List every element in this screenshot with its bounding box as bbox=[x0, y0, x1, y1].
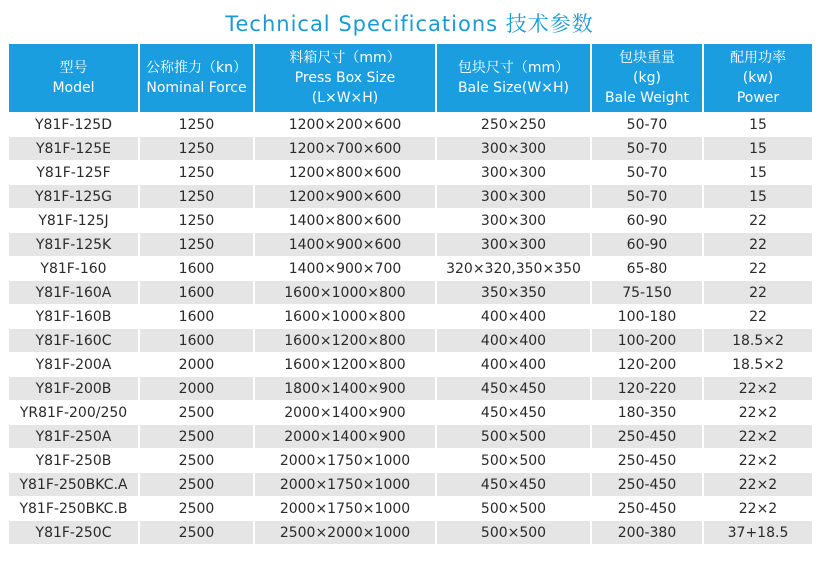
cell-model: Y81F-160C bbox=[9, 329, 138, 352]
cell-bale-weight: 120-220 bbox=[592, 377, 702, 400]
cell-press-box-size: 1600×1200×800 bbox=[255, 353, 435, 376]
page-title: Technical Specifications 技术参数 bbox=[225, 12, 594, 36]
header-row bbox=[9, 44, 812, 112]
cell-bale-weight: 120-200 bbox=[592, 353, 702, 376]
header-line: 包块尺寸（mm） bbox=[457, 60, 570, 76]
cell-bale-size: 500×500 bbox=[437, 449, 590, 472]
table-row bbox=[9, 353, 812, 376]
cell-press-box-size: 1400×900×600 bbox=[255, 233, 435, 256]
cell-nominal-force: 1600 bbox=[140, 329, 253, 352]
cell-press-box-size: 1400×800×600 bbox=[255, 209, 435, 232]
table-row bbox=[9, 449, 812, 472]
table-row bbox=[9, 305, 812, 328]
cell-nominal-force: 2000 bbox=[140, 353, 253, 376]
cell-press-box-size: 1600×1200×800 bbox=[255, 329, 435, 352]
cell-power: 18.5×2 bbox=[704, 353, 812, 376]
cell-nominal-force: 2500 bbox=[140, 521, 253, 544]
cell-model: Y81F-125J bbox=[9, 209, 138, 232]
cell-press-box-size: 1200×800×600 bbox=[255, 161, 435, 184]
cell-bale-weight: 75-150 bbox=[592, 281, 702, 304]
cell-bale-weight: 60-90 bbox=[592, 209, 702, 232]
header-line: 公称推力（kn） bbox=[146, 60, 247, 76]
header-line: Bale Size(W×H) bbox=[458, 80, 569, 96]
cell-bale-size: 450×450 bbox=[437, 377, 590, 400]
cell-bale-weight: 60-90 bbox=[592, 233, 702, 256]
cell-press-box-size: 1200×700×600 bbox=[255, 137, 435, 160]
cell-press-box-size: 2000×1750×1000 bbox=[255, 473, 435, 496]
cell-model: Y81F-200A bbox=[9, 353, 138, 376]
table-row bbox=[9, 401, 812, 424]
cell-nominal-force: 2500 bbox=[140, 449, 253, 472]
header-press-box-size bbox=[255, 44, 435, 112]
cell-press-box-size: 2500×2000×1000 bbox=[255, 521, 435, 544]
cell-power: 22×2 bbox=[704, 473, 812, 496]
cell-press-box-size: 2000×1750×1000 bbox=[255, 449, 435, 472]
cell-bale-size: 250×250 bbox=[437, 113, 590, 136]
cell-model: Y81F-160B bbox=[9, 305, 138, 328]
cell-bale-weight: 250-450 bbox=[592, 473, 702, 496]
cell-nominal-force: 2500 bbox=[140, 473, 253, 496]
cell-nominal-force: 1250 bbox=[140, 113, 253, 136]
cell-nominal-force: 1250 bbox=[140, 233, 253, 256]
cell-press-box-size: 1800×1400×900 bbox=[255, 377, 435, 400]
cell-bale-weight: 250-450 bbox=[592, 449, 702, 472]
cell-model: Y81F-125D bbox=[9, 113, 138, 136]
cell-model: Y81F-125E bbox=[9, 137, 138, 160]
cell-press-box-size: 1200×200×600 bbox=[255, 113, 435, 136]
table-row bbox=[9, 185, 812, 208]
cell-power: 22×2 bbox=[704, 425, 812, 448]
cell-nominal-force: 2500 bbox=[140, 425, 253, 448]
cell-power: 22×2 bbox=[704, 449, 812, 472]
table-row bbox=[9, 257, 812, 280]
cell-model: Y81F-125G bbox=[9, 185, 138, 208]
spec-table bbox=[7, 43, 814, 545]
header-bale-weight bbox=[592, 44, 702, 112]
cell-nominal-force: 1600 bbox=[140, 257, 253, 280]
table-row bbox=[9, 233, 812, 256]
cell-bale-size: 300×300 bbox=[437, 137, 590, 160]
cell-bale-weight: 50-70 bbox=[592, 137, 702, 160]
cell-model: Y81F-125K bbox=[9, 233, 138, 256]
cell-nominal-force: 2500 bbox=[140, 497, 253, 520]
header-line: 料箱尺寸（mm） bbox=[289, 50, 401, 66]
header-model bbox=[9, 44, 138, 112]
header-line: 配用功率 bbox=[730, 50, 786, 66]
table-row bbox=[9, 137, 812, 160]
cell-bale-weight: 200-380 bbox=[592, 521, 702, 544]
cell-bale-size: 300×300 bbox=[437, 209, 590, 232]
cell-bale-size: 500×500 bbox=[437, 425, 590, 448]
cell-bale-size: 450×450 bbox=[437, 401, 590, 424]
cell-power: 22×2 bbox=[704, 377, 812, 400]
cell-bale-size: 320×320,350×350 bbox=[437, 257, 590, 280]
cell-power: 22 bbox=[704, 209, 812, 232]
cell-model: Y81F-250BKC.A bbox=[9, 473, 138, 496]
cell-bale-size: 450×450 bbox=[437, 473, 590, 496]
table-row bbox=[9, 113, 812, 136]
cell-press-box-size: 1200×900×600 bbox=[255, 185, 435, 208]
cell-nominal-force: 1250 bbox=[140, 209, 253, 232]
cell-model: YR81F-200/250 bbox=[9, 401, 138, 424]
cell-power: 22×2 bbox=[704, 497, 812, 520]
cell-nominal-force: 1250 bbox=[140, 185, 253, 208]
cell-bale-weight: 100-180 bbox=[592, 305, 702, 328]
table-row bbox=[9, 521, 812, 544]
cell-model: Y81F-125F bbox=[9, 161, 138, 184]
cell-bale-weight: 250-450 bbox=[592, 497, 702, 520]
cell-press-box-size: 1600×1000×800 bbox=[255, 281, 435, 304]
cell-power: 15 bbox=[704, 137, 812, 160]
cell-bale-weight: 50-70 bbox=[592, 113, 702, 136]
cell-power: 15 bbox=[704, 113, 812, 136]
cell-model: Y81F-160A bbox=[9, 281, 138, 304]
header-line: (kw) bbox=[742, 70, 774, 86]
cell-nominal-force: 1250 bbox=[140, 137, 253, 160]
header-line: 型号 bbox=[59, 60, 88, 76]
header-line: (L×W×H) bbox=[311, 90, 379, 106]
cell-bale-size: 350×350 bbox=[437, 281, 590, 304]
cell-power: 22 bbox=[704, 281, 812, 304]
cell-model: Y81F-200B bbox=[9, 377, 138, 400]
header-power bbox=[704, 44, 812, 112]
cell-power: 22 bbox=[704, 233, 812, 256]
table-row bbox=[9, 473, 812, 496]
cell-bale-size: 400×400 bbox=[437, 305, 590, 328]
cell-bale-weight: 180-350 bbox=[592, 401, 702, 424]
cell-power: 22 bbox=[704, 305, 812, 328]
cell-bale-weight: 50-70 bbox=[592, 185, 702, 208]
table-body bbox=[9, 113, 812, 544]
cell-bale-weight: 250-450 bbox=[592, 425, 702, 448]
cell-bale-size: 300×300 bbox=[437, 161, 590, 184]
header-bale-size bbox=[437, 44, 590, 112]
cell-power: 22 bbox=[704, 257, 812, 280]
table-row bbox=[9, 497, 812, 520]
cell-bale-size: 300×300 bbox=[437, 185, 590, 208]
cell-power: 22×2 bbox=[704, 401, 812, 424]
cell-nominal-force: 2000 bbox=[140, 377, 253, 400]
header-line: 包块重量 bbox=[619, 50, 675, 66]
cell-nominal-force: 1600 bbox=[140, 281, 253, 304]
table-row bbox=[9, 377, 812, 400]
table-row bbox=[9, 209, 812, 232]
cell-press-box-size: 1600×1000×800 bbox=[255, 305, 435, 328]
cell-model: Y81F-250A bbox=[9, 425, 138, 448]
cell-power: 37+18.5 bbox=[704, 521, 812, 544]
cell-power: 15 bbox=[704, 161, 812, 184]
cell-bale-weight: 100-200 bbox=[592, 329, 702, 352]
cell-bale-size: 500×500 bbox=[437, 521, 590, 544]
header-line: Bale Weight bbox=[605, 90, 689, 106]
cell-nominal-force: 2500 bbox=[140, 401, 253, 424]
cell-bale-size: 300×300 bbox=[437, 233, 590, 256]
cell-press-box-size: 2000×1750×1000 bbox=[255, 497, 435, 520]
header-line: Nominal Force bbox=[146, 80, 247, 96]
cell-press-box-size: 2000×1400×900 bbox=[255, 425, 435, 448]
header-line: Press Box Size bbox=[294, 70, 396, 86]
cell-nominal-force: 1250 bbox=[140, 161, 253, 184]
header-line: Power bbox=[736, 90, 780, 106]
table-row bbox=[9, 161, 812, 184]
cell-bale-weight: 50-70 bbox=[592, 161, 702, 184]
header-line: (kg) bbox=[633, 70, 661, 86]
table-row bbox=[9, 329, 812, 352]
cell-press-box-size: 1400×900×700 bbox=[255, 257, 435, 280]
cell-nominal-force: 1600 bbox=[140, 305, 253, 328]
cell-power: 18.5×2 bbox=[704, 329, 812, 352]
cell-model: Y81F-160 bbox=[9, 257, 138, 280]
cell-bale-weight: 65-80 bbox=[592, 257, 702, 280]
cell-model: Y81F-250C bbox=[9, 521, 138, 544]
cell-model: Y81F-250BKC.B bbox=[9, 497, 138, 520]
cell-bale-size: 400×400 bbox=[437, 353, 590, 376]
cell-power: 15 bbox=[704, 185, 812, 208]
cell-bale-size: 400×400 bbox=[437, 329, 590, 352]
header-nominal-force bbox=[140, 44, 253, 112]
header-line: Model bbox=[52, 80, 95, 96]
cell-bale-size: 500×500 bbox=[437, 497, 590, 520]
cell-press-box-size: 2000×1400×900 bbox=[255, 401, 435, 424]
cell-model: Y81F-250B bbox=[9, 449, 138, 472]
table-row bbox=[9, 425, 812, 448]
table-row bbox=[9, 281, 812, 304]
